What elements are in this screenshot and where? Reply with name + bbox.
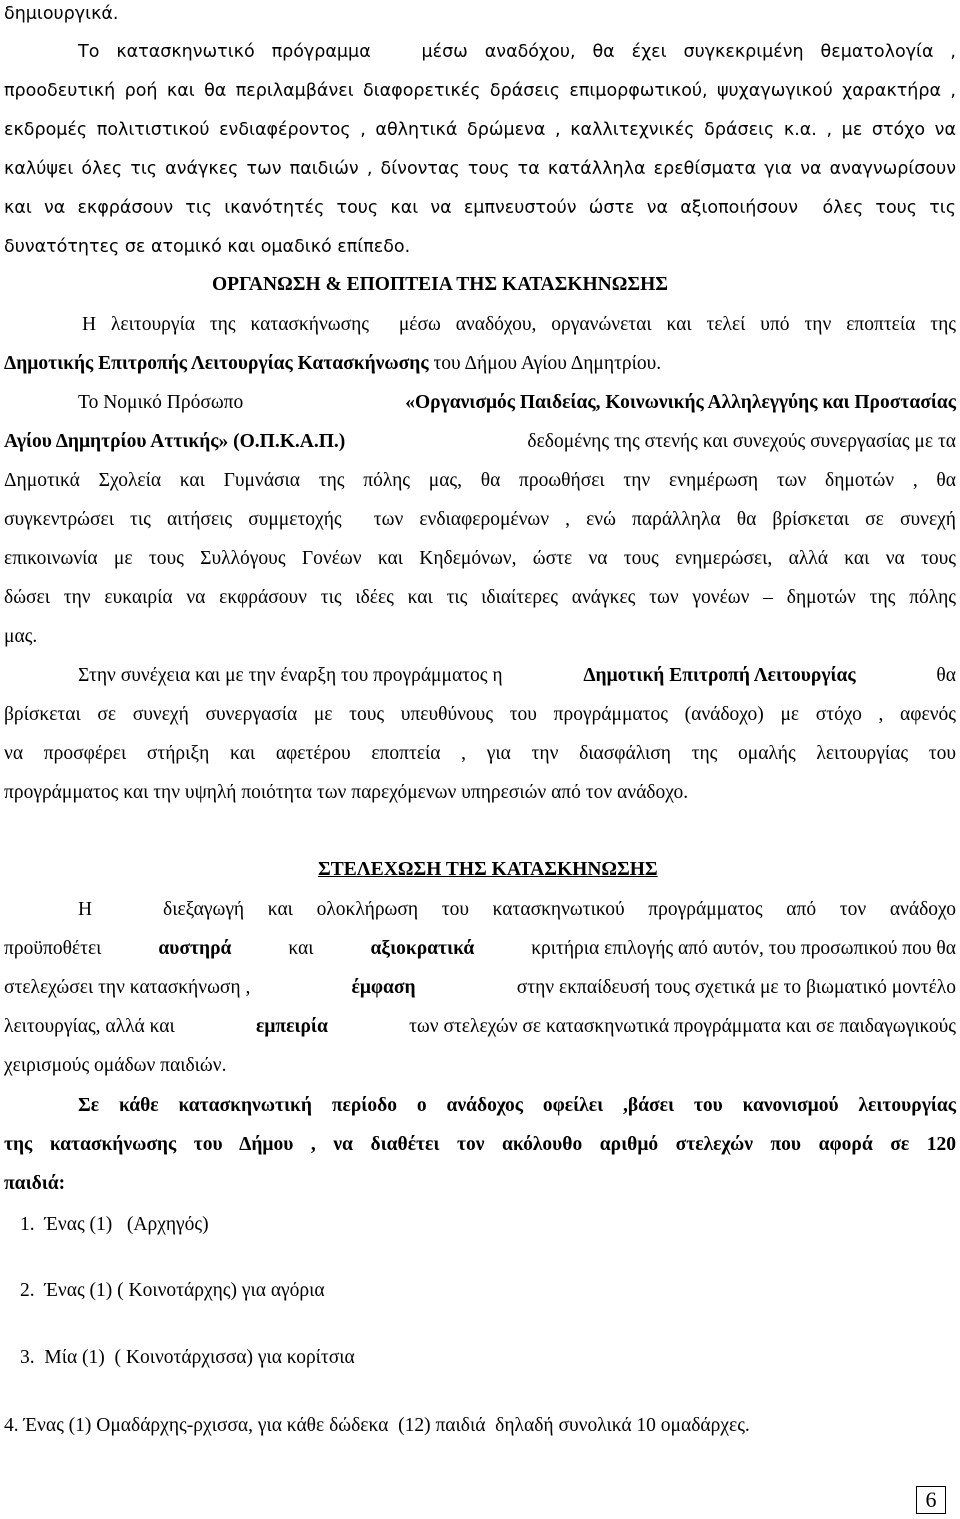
section-heading-staffing: ΣΤΕΛΕΧΩΣΗ ΤΗΣ ΚΑΤΑΣΚΗΝΩΣΗΣ (318, 859, 658, 880)
text-line (4, 352, 661, 376)
text-line: να προσφέρει στήριξη και αφετέρου εποπτεία , για την διασφάλιση της ομαλής λειτουργίας του (4, 743, 956, 764)
text-line (4, 976, 956, 1000)
list-item: 2. Ένας (1) ( Κοινοτάρχης) για αγόρια (20, 1280, 325, 1301)
text-span: λειτουργίας, αλλά και (4, 1016, 175, 1037)
text-line: συγκεντρώσει τις αιτήσεις συμμετοχής των ενδιαφερομένων , ενώ παράλληλα θα βρίσκεται σε συνεχή (4, 509, 956, 530)
text-span: των στελεχών σε κατασκηνωτικά προγράμματα και σε παιδαγωγικούς (409, 1016, 956, 1037)
text-span: στην εκπαίδευσή τους σχετικά με το βιωματικό μοντέλο (516, 977, 956, 998)
text-span: προϋποθέτει (4, 938, 102, 959)
bold-text: Δημοτικής Επιτροπής Λειτουργίας Κατασκήνωσης (4, 353, 429, 374)
bold-text: έμφαση (351, 977, 416, 998)
text-line: δημιουργικά. (4, 4, 119, 24)
list-item: 3. Μία (1) ( Κοινοτάρχισσα) για κορίτσια (20, 1347, 355, 1368)
text-line (4, 1015, 956, 1039)
bold-text: «Οργανισμός Παιδείας, Κοινωνικής Αλληλεγγύης και Προστασίας (405, 392, 956, 413)
bold-line: της κατασκήνωσης του Δήμου , να διαθέτει τον ακόλουθο αριθμό στελεχών που αφορά σε 120 (4, 1134, 956, 1155)
text-span: δεδομένης της στενής και συνεχούς συνεργασίας με τα (522, 431, 956, 452)
text-span: και (288, 938, 314, 959)
text-line: προοδευτική ροή και θα περιλαμβάνει διαφορετικές δράσεις επιμορφωτικού, ψυχαγωγικού χαρακτήρα , (4, 81, 956, 101)
text-line: και να εκφράσουν τις ικανότητές τους και να εμπνευστούν ώστε να αξιοποιήσουν όλες τους τις (4, 198, 956, 218)
page-number: 6 (916, 1486, 946, 1514)
text-line: δυνατότητες σε ατομικό και ομαδικό επίπεδο. (4, 237, 411, 257)
text-line (4, 937, 956, 961)
text-line: Δημοτικά Σχολεία και Γυμνάσια της πόλης μας, θα προωθήσει την ενημέρωση των δημοτών , θα (4, 470, 956, 491)
text-line: Το κατασκηνωτικό πρόγραμμα μέσω αναδόχου, θα έχει συγκεκριμένη θεματολογία , (78, 42, 956, 62)
list-item: 4. Ένας (1) Ομαδάρχης-ρχισσα, για κάθε δώδεκα (12) παιδιά δηλαδή συνολικά 10 ομαδάρχες. (4, 1415, 750, 1436)
text-line: μας. (4, 626, 38, 647)
bold-line: παιδιά: (4, 1173, 66, 1194)
text-line (78, 664, 956, 688)
text-span: του Δήμου Αγίου Δημητρίου. (428, 353, 662, 374)
text-line: δώσει την ευκαιρία να εκφράσουν τις ιδέες και τις ιδιαίτερες ανάγκες των γονέων – δημοτών της πόλης (4, 587, 956, 608)
text-line: βρίσκεται σε συνεχή συνεργασία με τους υπευθύνους του προγράμματος (ανάδοχο) με στόχο , αφενός (4, 704, 956, 725)
text-span: Το Νομικό Πρόσωπο (78, 392, 244, 413)
text-line (78, 391, 956, 415)
bold-text: αυστηρά (158, 938, 232, 959)
text-line: επικοινωνία με τους Συλλόγους Γονέων και Κηδεμόνων, ώστε να τους ενημερώσει, αλλά και να τους (4, 548, 956, 569)
section-heading-organisation: ΟΡΓΑΝΩΣΗ & ΕΠΟΠΤΕΙΑ ΤΗΣ ΚΑΤΑΣΚΗΝΩΣΗΣ (212, 274, 669, 295)
text-span: στελεχώσει την κατασκήνωση , (4, 977, 251, 998)
text-line: εκδρομές πολιτιστικού ενδιαφέροντος , αθλητικά δρώμενα , καλλιτεχνικές δράσεις κ.α. , με στόχο να (4, 120, 956, 140)
text-line: καλύψει όλες τις ανάγκες των παιδιών , δίνοντας τους τα κατάλληλα ερεθίσματα για να αναγνωρίσουν (4, 159, 956, 179)
text-line: προγράμματος και την υψηλή ποιότητα των παρεχόμενων υπηρεσιών από τον ανάδοχο. (4, 782, 689, 803)
text-span: Στην συνέχεια και με την έναρξη του προγράμματος η (78, 665, 503, 686)
text-line: Η λειτουργία της κατασκήνωσης μέσω αναδόχου, οργανώνεται και τελεί υπό την εποπτεία της (82, 314, 956, 335)
bold-text: Δημοτική Επιτροπή Λειτουργίας (583, 665, 856, 686)
text-line: Η διεξαγωγή και ολοκλήρωση του κατασκηνωτικού προγράμματος από τον ανάδοχο (78, 899, 956, 920)
text-line (4, 430, 956, 454)
text-span: θα (936, 665, 956, 686)
bold-line: Σε κάθε κατασκηνωτική περίοδο ο ανάδοχος οφείλει ,βάσει του κανονισμού λειτουργίας (78, 1095, 956, 1116)
bold-text: εμπειρία (256, 1016, 328, 1037)
bold-text: Αγίου Δημητρίου Αττικής» (Ο.Π.Κ.Α.Π.) (4, 431, 346, 452)
text-line: χειρισμούς ομάδων παιδιών. (4, 1055, 227, 1076)
text-span: κριτήρια επιλογής από αυτόν, του προσωπικού που θα (531, 938, 956, 959)
list-item: 1. Ένας (1) (Αρχηγός) (20, 1214, 209, 1235)
bold-text: αξιοκρατικά (370, 938, 475, 959)
